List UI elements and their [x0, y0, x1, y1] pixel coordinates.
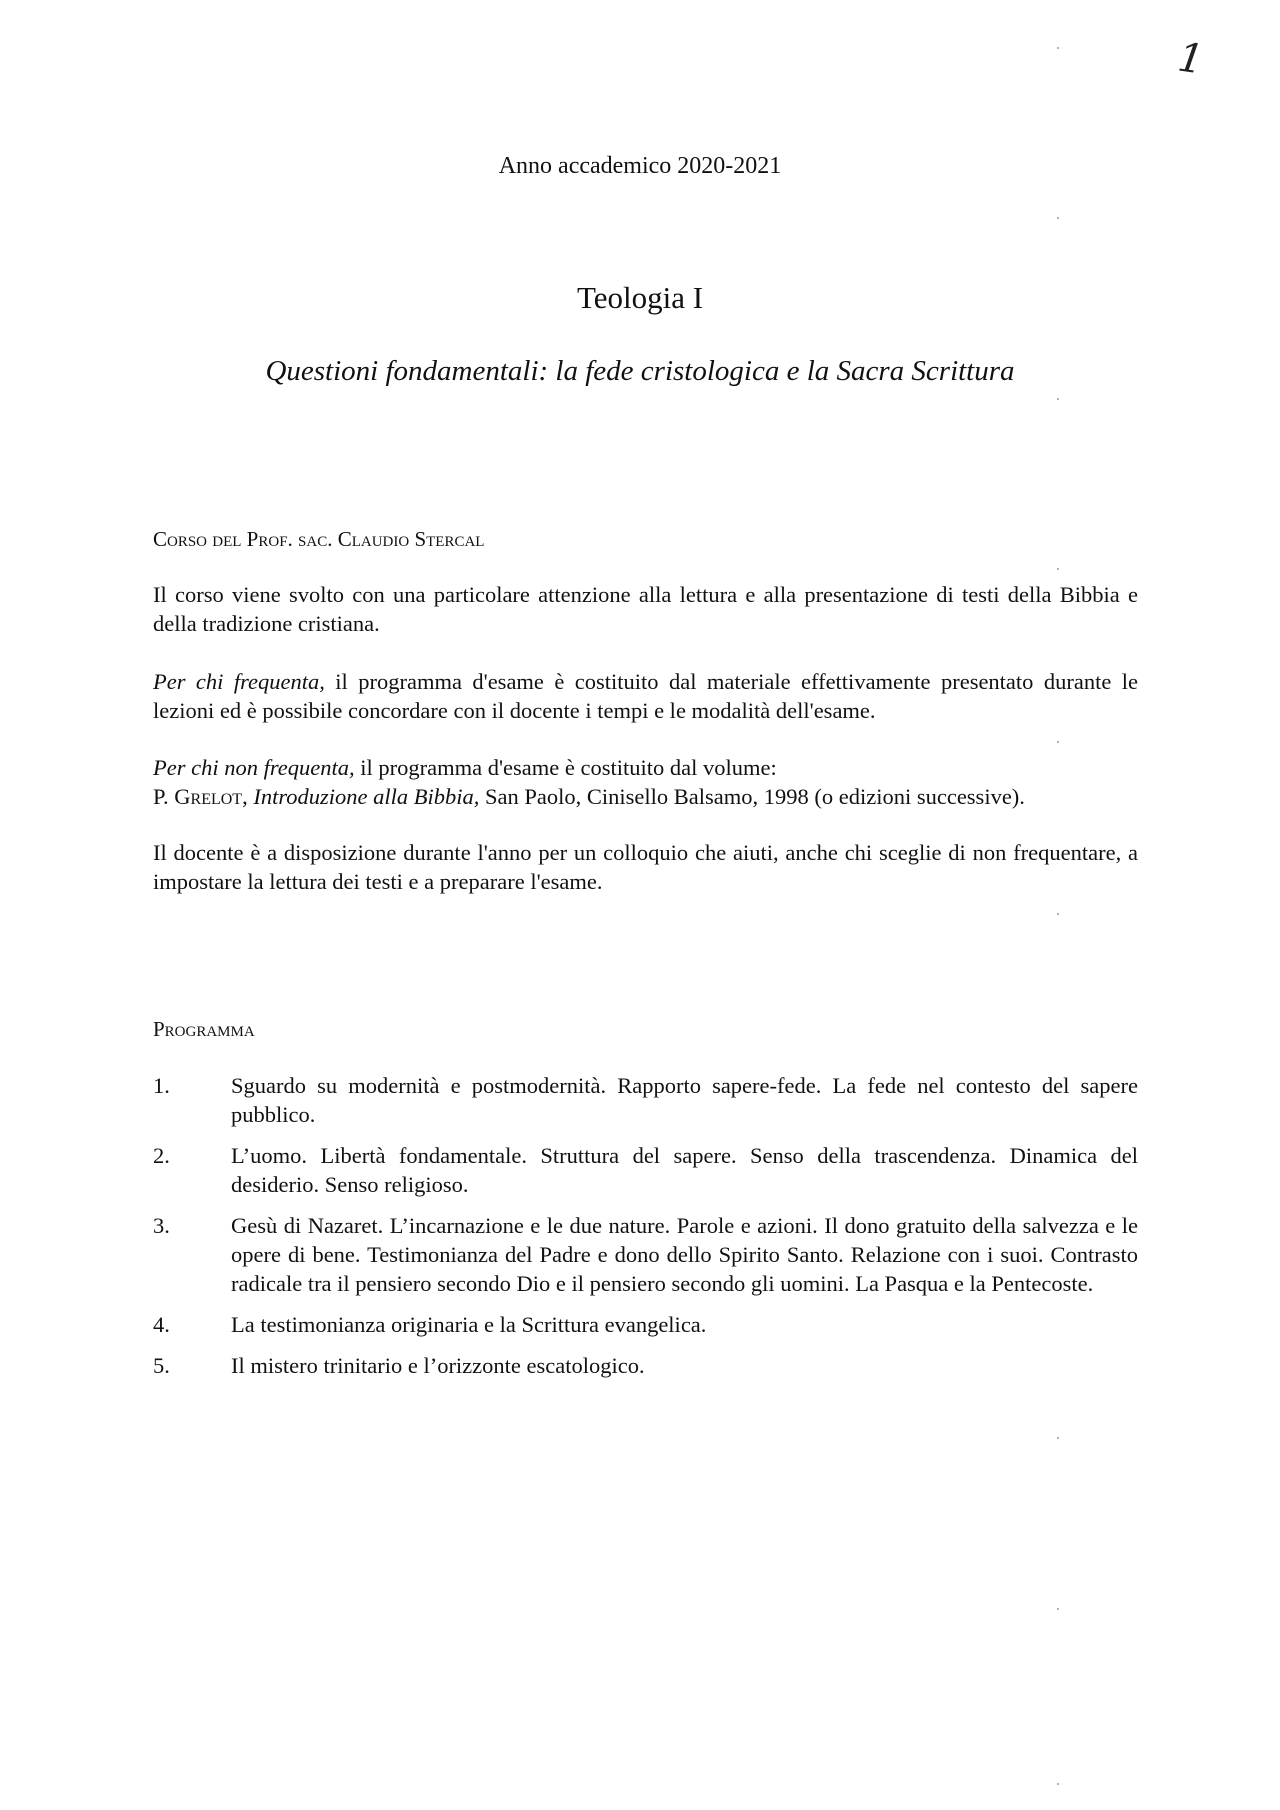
programma-heading: Programma — [153, 1017, 255, 1041]
attending-text: il programma d'esame è costituito dal materiale effettivamente presentato durante le lezioni ed è possibile concordare con il docente i tempi e le modalità dell'esame. — [153, 669, 1138, 723]
non-attending-text: il programma d'esame è costituito dal volume: — [354, 755, 777, 780]
availability-paragraph: Il docente è a disposizione durante l'anno per un colloquio che aiuti, anche chi sceglie di non frequentare, a impostare la lettura dei testi e a preparare l'esame. — [153, 840, 1138, 894]
list-item-text: L’uomo. Libertà fondamentale. Struttura del sapere. Senso della trascendenza. Dinamica del desiderio. Senso religioso. — [231, 1143, 1138, 1197]
list-item-number: 2. — [153, 1143, 170, 1168]
academic-year: Anno accademico 2020-2021 — [498, 153, 782, 179]
scan-speck — [1057, 1783, 1059, 1785]
scan-speck — [1057, 568, 1059, 570]
scan-speck — [1057, 1608, 1059, 1610]
list-item-text: La testimonianza originaria e la Scrittura evangelica. — [231, 1312, 707, 1337]
non-attending-paragraph — [153, 753, 1138, 811]
course-title: Teologia I — [576, 280, 704, 315]
attending-paragraph — [153, 667, 1138, 725]
list-item-number: 5. — [153, 1353, 170, 1378]
book-publisher: San Paolo, Cinisello Balsamo, 1998 (o edizioni successive). — [479, 784, 1025, 809]
scan-speck — [1057, 741, 1059, 743]
list-item — [153, 1211, 1138, 1298]
book-author-initial: P. — [153, 784, 175, 809]
scan-speck — [1057, 47, 1059, 49]
scan-speck — [1057, 398, 1059, 400]
scan-speck — [1057, 217, 1059, 219]
list-item-number: 4. — [153, 1312, 170, 1337]
list-item — [153, 1141, 1138, 1199]
handwritten-page-number: 1 — [1174, 34, 1207, 84]
course-heading: Corso del Prof. sac. Claudio Stercal — [153, 527, 485, 551]
list-item — [153, 1310, 1138, 1339]
course-intro: Il corso viene svolto con una particolare attenzione alla lettura e alla presentazione di testi della Bibbia e della tradizione cristiana. — [153, 582, 1138, 636]
list-item — [153, 1071, 1138, 1129]
book-separator: , — [242, 784, 254, 809]
list-item — [153, 1351, 1138, 1380]
scan-speck — [1057, 1437, 1059, 1439]
book-author-surname: Grelot — [174, 784, 243, 809]
attending-label: Per chi frequenta, — [153, 669, 325, 694]
list-item-text: Gesù di Nazaret. L’incarnazione e le due nature. Parole e azioni. Il dono gratuito della salvezza e le opere di bene. Testimonianza del Padre e dono dello Spirito Santo. Relazione con i suoi. Contrasto radicale tra il pensiero secondo Dio e il pensiero secondo gli uomini. La Pasqua e la Pentecoste. — [231, 1213, 1138, 1296]
course-subtitle: Questioni fondamentali: la fede cristologica e la Sacra Scrittura — [265, 355, 1015, 387]
list-item-text: Sguardo su modernità e postmodernità. Rapporto sapere-fede. La fede nel contesto del sapere pubblico. — [231, 1073, 1138, 1127]
list-item-number: 1. — [153, 1073, 170, 1098]
scan-speck — [1057, 913, 1059, 915]
list-item-text: Il mistero trinitario e l’orizzonte escatologico. — [231, 1353, 645, 1378]
programma-list — [153, 1071, 1138, 1392]
book-title: Introduzione alla Bibbia, — [253, 784, 480, 809]
list-item-number: 3. — [153, 1213, 170, 1238]
non-attending-label: Per chi non frequenta, — [153, 755, 355, 780]
